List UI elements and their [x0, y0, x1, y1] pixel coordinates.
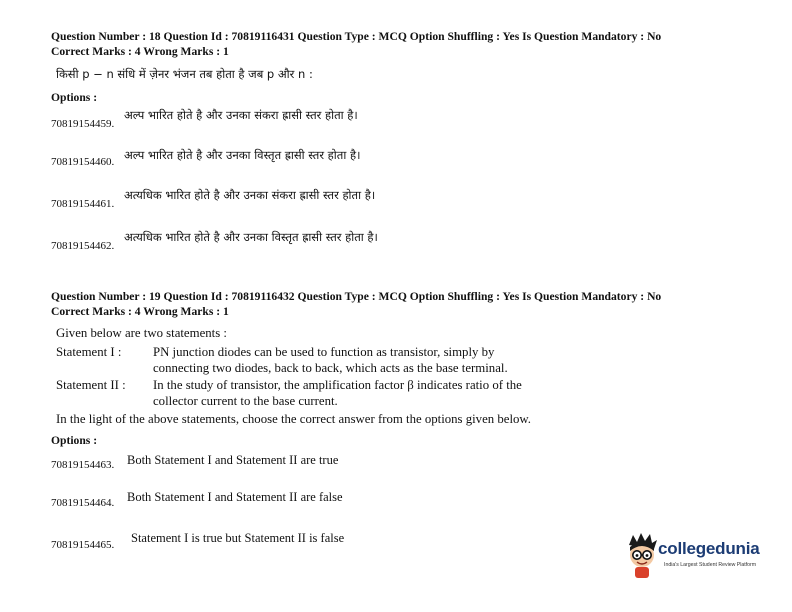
q19-header-line2: Correct Marks : 4 Wrong Marks : 1 — [51, 305, 229, 318]
q19-statement2-line1: In the study of transistor, the amplification factor β indicates ratio of the — [153, 378, 522, 392]
q18-header-line2: Correct Marks : 4 Wrong Marks : 1 — [51, 45, 229, 58]
q19-option-2-text: Both Statement I and Statement II are false — [127, 490, 343, 504]
q19-statement2-label: Statement II : — [56, 378, 126, 392]
q19-statement2-line2: collector current to the base current. — [153, 394, 338, 408]
q19-statement1-line2: connecting two diodes, back to back, which acts as the base terminal. — [153, 361, 508, 375]
q18-option-4-id: 70819154462. — [51, 240, 115, 252]
q19-option-3-id: 70819154465. — [51, 539, 115, 551]
logo-wordmark: collegedunia — [658, 539, 760, 558]
q19-header-line1: Question Number : 19 Question Id : 70819116432 Question Type : MCQ Option Shuffling : Yes Is Question Mandatory : No — [51, 290, 662, 303]
q18-option-4-text: अत्यधिक भारित होते है और उनका विस्तृत ह्रासी स्तर होता है। — [124, 230, 378, 244]
q18-option-2-text: अल्प भारित होते है और उनका विस्तृत ह्रासी स्तर होता है। — [124, 148, 361, 162]
mascot-icon — [624, 531, 660, 579]
q18-option-2-id: 70819154460. — [51, 156, 115, 168]
q19-statement1-line1: PN junction diodes can be used to function as transistor, simply by — [153, 345, 495, 359]
q18-option-1-id: 70819154459. — [51, 118, 115, 130]
q18-options-label: Options : — [51, 91, 98, 104]
logo-tagline: India's Largest Student Review Platform — [664, 562, 757, 568]
q19-option-1-text: Both Statement I and Statement II are true — [127, 453, 339, 467]
q19-instruction: In the light of the above statements, choose the correct answer from the options given below. — [56, 412, 532, 426]
q19-option-3-text: Statement I is true but Statement II is false — [131, 531, 345, 545]
q18-option-1-text: अल्प भारित होते है और उनका संकरा ह्रासी स्तर होता है। — [124, 108, 358, 122]
q19-option-2-id: 70819154464. — [51, 497, 115, 509]
q18-option-3-id: 70819154461. — [51, 198, 115, 210]
q19-intro: Given below are two statements : — [56, 326, 227, 340]
q18-question-text: किसी p − n संधि में ज़ेनर भंजन तब होता है जब p और n : — [56, 67, 313, 81]
collegedunia-logo — [624, 531, 774, 581]
q19-option-1-id: 70819154463. — [51, 459, 115, 471]
q18-header-line1: Question Number : 18 Question Id : 70819116431 Question Type : MCQ Option Shuffling : Yes Is Question Mandatory : No — [51, 30, 662, 43]
q18-option-3-text: अत्यधिक भारित होते है और उनका संकरा ह्रासी स्तर होता है। — [124, 188, 376, 202]
q19-options-label: Options : — [51, 434, 98, 447]
q19-statement1-label: Statement I : — [56, 345, 122, 359]
